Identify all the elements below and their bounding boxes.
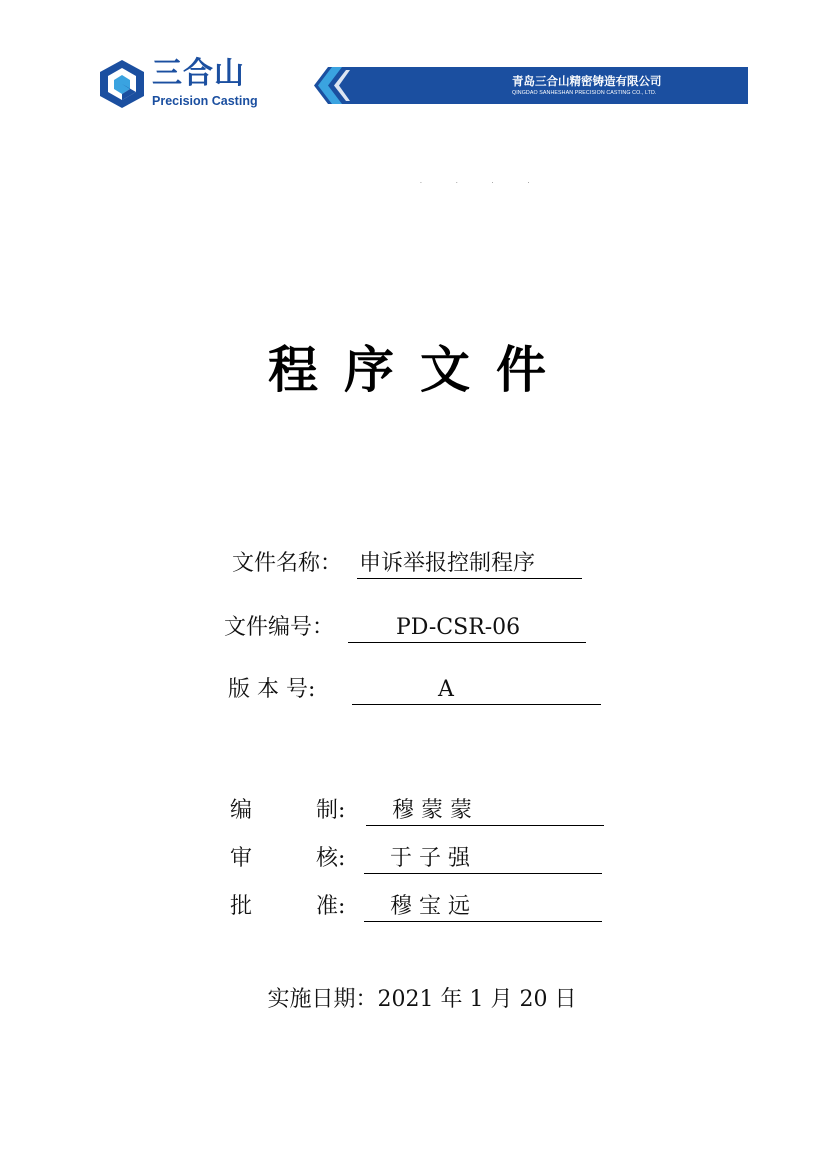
document-title: 程序文件 (268, 341, 572, 399)
signoff-label-b: 核: (316, 846, 346, 871)
signoff-value: 穆 宝 远 (390, 894, 470, 919)
field-value: PD-CSR-06 (396, 615, 521, 640)
signoff-label-a: 批 (230, 894, 253, 919)
signoff-label-b: 制: (316, 798, 346, 823)
logo-english-name: Precision Casting (152, 94, 258, 108)
field-label: 文件名称： (232, 551, 343, 576)
banner-company-name-cn: 青岛三合山精密铸造有限公司 (512, 74, 662, 88)
field-value: A (438, 677, 454, 702)
field-label: 文件编号： (224, 615, 335, 640)
signoff-value: 穆 蒙 蒙 (392, 798, 472, 823)
company-logo-icon (96, 58, 148, 110)
effective-date: 实施日期：2021 年 1 月 20 日 (267, 987, 577, 1012)
field-label: 版 本 号: (228, 677, 316, 702)
field-value: 申诉举报控制程序 (359, 551, 536, 576)
banner-company-name-en: QINGDAO SANHESHAN PRECISION CASTING CO., LTD. (512, 90, 657, 96)
underline (352, 676, 601, 705)
decorative-dots: · · · · (420, 180, 546, 187)
logo-chinese-name: 三合山 (152, 56, 245, 91)
signoff-label-a: 编 (230, 798, 253, 823)
signoff-label-b: 准: (316, 894, 346, 919)
signoff-value: 于 子 强 (390, 846, 470, 871)
signoff-label-a: 审 (230, 846, 253, 871)
